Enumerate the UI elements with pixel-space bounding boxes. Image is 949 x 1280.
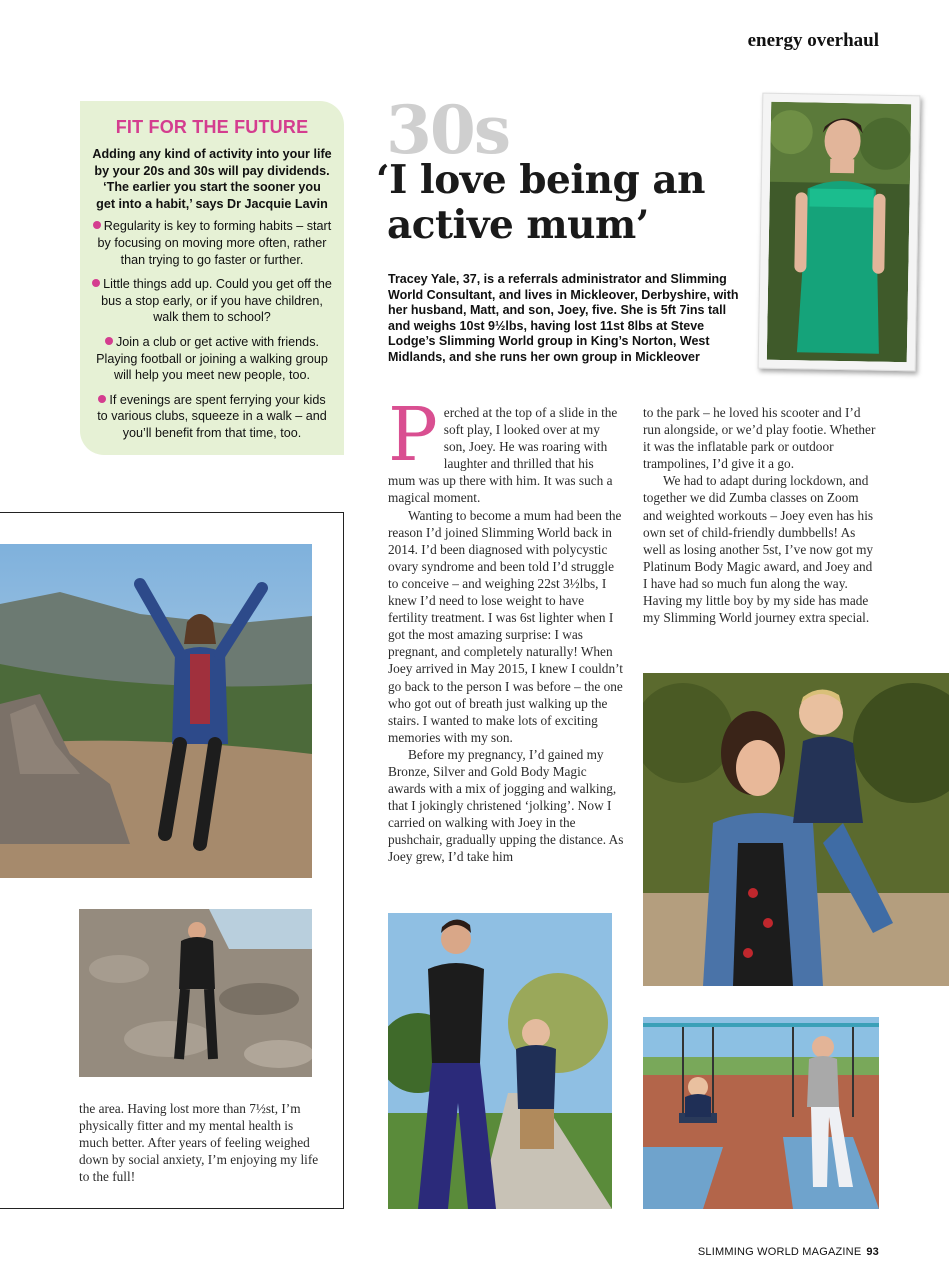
bullet-icon — [92, 279, 100, 287]
article-paragraph: Wanting to become a mum had been the reason I’d joined Slimming World back in 2014. I’d been diagnosed with polycystic ovary syndrome and been told I’d struggle to conceive – and weighing 22st 3½lbs, I knew I’d need to lose weight to have fertility treatment. I was 6st lighter when I got the most amazing surprise: I was pregnant, and completely naturally! When Joey arrived in May 2015, I knew I couldn’t go back to the person I was before – the one who got out of breath just walking up the stairs. I wanted to make lots of exciting memories with my son. — [388, 507, 623, 745]
article-paragraph: Before my pregnancy, I’d gained my Bronze, Silver and Gold Body Magic awards with a mix of jogging and walking, that I jokingly christened ‘jolking’. Now I carried on walking with Joey in the pushchair, gradually upping the distance. As Joey grew, I’d take him — [388, 746, 624, 865]
drop-cap: P — [388, 392, 438, 478]
section-tag: energy overhaul — [747, 30, 879, 51]
tip-item: Join a club or get active with friends. Playing football or joining a walking group will help you meet new people, too. — [96, 334, 328, 383]
article-paragraph: We had to adapt during lockdown, and together we did Zumba classes on Zoom and weighted workouts – Joey even has his own set of child-friendly dumbbells! As well as losing another 5st, I’ve now got my Platinum Body Magic award, and Joey and I have had so much fun along the way. Having my little boy by my side has made my Slimming World journey extra special. — [643, 473, 874, 626]
decade-label: 30s — [386, 91, 510, 169]
article-paragraph: to the park – he loved his scooter and I’d run alongside, or we’d play footie. Whether it was the inflatable park or outdoor trampolines, I’d give it a go. — [643, 405, 876, 472]
tip-item: Regularity is key to forming habits – start by focusing on moving more often, rather than trying to go faster or further. — [92, 218, 332, 268]
headline — [376, 158, 756, 248]
page-number: 93 — [866, 1246, 879, 1258]
article-paragraph: erched at the top of a slide in the soft play, I looked over at my son, Joey. He was roaring with laughter and thrilled that his mum was up there with him. It was such a magical moment. — [388, 405, 618, 506]
page-footer — [600, 1246, 879, 1258]
fit-for-future-box — [80, 101, 344, 455]
swings-photo — [643, 1017, 879, 1209]
tipbox-intro: Adding any kind of activity into your life by your 20s and 30s will pay dividends. ‘The earlier you start the sooner you get into a habit,’ says Dr Jacquie Lavin — [92, 147, 332, 211]
tip-item: If evenings are spent ferrying your kids to various clubs, squeeze in a walk – and you’ll benefit from that time, too. — [97, 392, 327, 440]
article-column-2 — [643, 404, 879, 626]
running-photo — [388, 913, 612, 1209]
mountain-photo — [0, 544, 312, 878]
bullet-icon — [105, 337, 113, 345]
side-story-text — [79, 1100, 319, 1185]
tip-item: Little things add up. Could you get off the bus a stop early, or if you have children, walk them to school? — [92, 276, 332, 326]
rocks-photo — [79, 909, 312, 1077]
article-paragraph: the area. Having lost more than 7½st, I’m physically fitter and my mental health is much better. After years of feeling weighed down by social anxiety, I’m enjoying my life to the full! — [79, 1101, 319, 1185]
bullet-icon — [93, 221, 101, 229]
standfirst: Tracey Yale, 37, is a referrals administrator and Slimming World Consultant, and lives in Mickleover, Derbyshire, with her husband, Matt, and son, Joey, five. She is 5ft 7ins tall and weighs 10st 9½lbs, having lost 11st 8lbs at Steve Lodge’s Slimming World group in King’s Norton, West Midlands, and she runs her own group in Mickleover — [388, 272, 739, 364]
bullet-icon — [98, 395, 106, 403]
piggyback-photo — [643, 673, 949, 986]
article-column-1 — [388, 392, 624, 866]
magazine-name: SLIMMING WORLD MAGAZINE — [697, 1246, 862, 1258]
headline-line: ‘I love being an — [376, 157, 706, 203]
tipbox-title: FIT FOR THE FUTURE — [115, 117, 309, 137]
before-photo — [767, 102, 911, 362]
before-photo-frame — [758, 93, 921, 372]
headline-line: active mum’ — [387, 202, 649, 248]
